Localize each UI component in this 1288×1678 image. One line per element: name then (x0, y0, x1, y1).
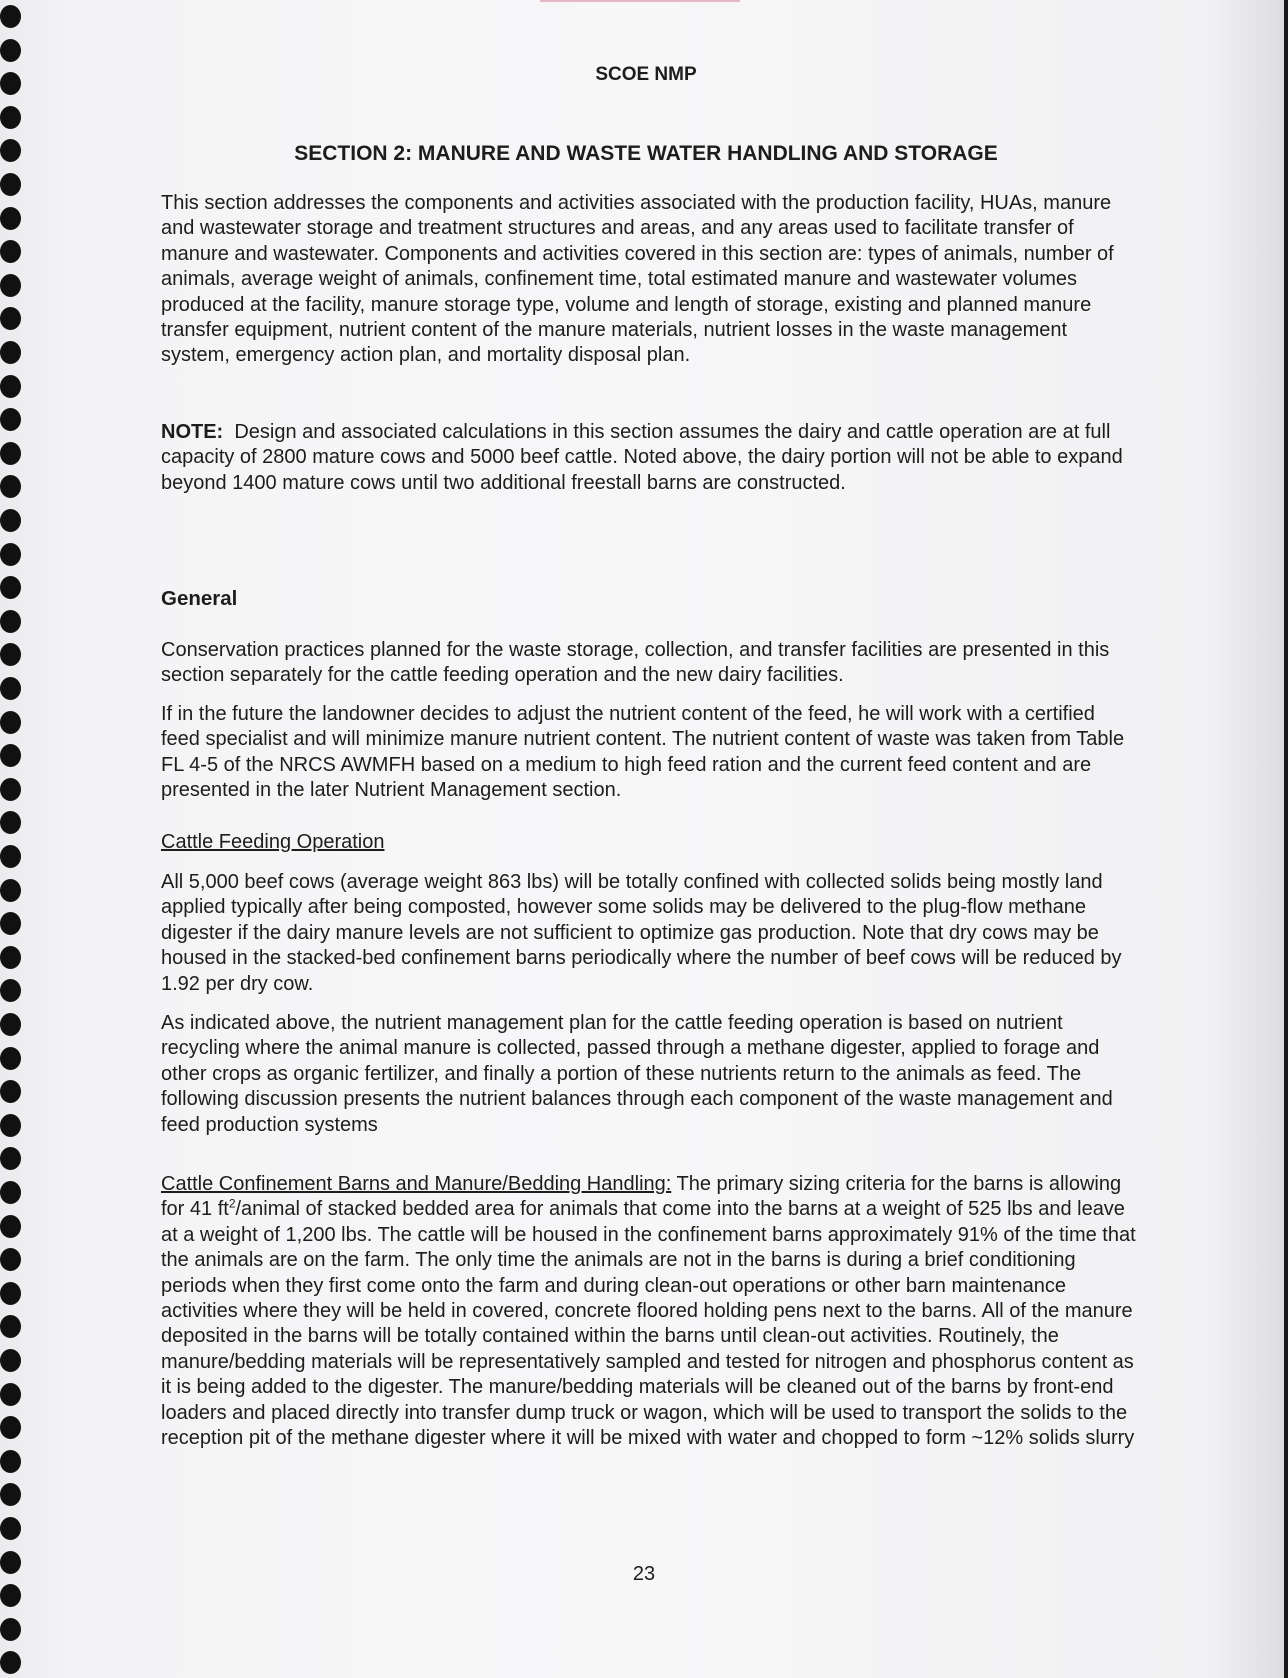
binding-hole (0, 475, 21, 498)
binding-hole (0, 240, 21, 263)
binding-hole (0, 341, 21, 364)
binding-hole (0, 1383, 21, 1406)
binding-hole (0, 1618, 21, 1641)
binding-hole (0, 879, 21, 902)
superscript-2: 2 (228, 1196, 236, 1211)
binding-hole (0, 744, 21, 767)
binding-hole (0, 576, 21, 599)
cattle-feeding-paragraph-2: As indicated above, the nutrient management plan for the cattle feeding operation is based on nutrient recycling where the animal manure is collected, passed through a methane digester, applied to forage and other crops as organic fertilizer, and finally a portion of these nutrients return to the animals as feed. The following discussion presents the nutrient balances through each component of the waste management and feed production systems (161, 1012, 1113, 1136)
binding-hole (0, 946, 21, 969)
binding-hole (0, 1114, 21, 1137)
binding-hole (0, 1080, 21, 1103)
binding-hole (0, 912, 21, 935)
binding-hole (0, 1349, 21, 1372)
binding-holes (0, 0, 26, 1678)
binding-hole (0, 5, 21, 28)
binding-hole (0, 1416, 21, 1439)
page-number: 23 (632, 1563, 656, 1585)
confinement-text-a: The primary sizing criteria for the barns is allowing for 41 ft (161, 1173, 1122, 1221)
note-paragraph (161, 420, 1136, 496)
binding-hole (0, 543, 21, 566)
binding-hole (0, 375, 21, 398)
intro-paragraph: This section addresses the components and activities associated with the production facility, HUAs, manure and wastewater storage and treatment structures and areas, and any areas used to facilitate transfer of manure and wastewater. Components and activities covered in this section are: types of animals, number of animals, average weight of animals, confinement time, total estimated manure and wastewater volumes produced at the facility, manure storage type, volume and length of storage, existing and planned manure transfer equipment, nutrient content of the manure materials, nutrient losses in the waste management system, emergency action plan, and mortality disposal plan. (161, 192, 1114, 367)
binding-hole (0, 643, 21, 666)
binding-hole (0, 811, 21, 834)
page-content (161, 64, 1136, 1450)
binding-hole (0, 845, 21, 868)
binding-hole (0, 139, 21, 162)
binding-hole (0, 72, 21, 95)
binding-hole (0, 509, 21, 532)
page-right-edge (1284, 0, 1288, 1678)
binding-hole (0, 274, 21, 297)
top-edge-mark (540, 0, 740, 2)
binding-hole (0, 1517, 21, 1540)
binding-hole (0, 39, 21, 62)
binding-hole (0, 677, 21, 700)
binding-hole (0, 1282, 21, 1305)
binding-hole (0, 1147, 21, 1170)
binding-hole (0, 1181, 21, 1204)
binding-hole (0, 1315, 21, 1338)
cattle-feeding-heading: Cattle Feeding Operation (161, 831, 385, 853)
general-heading: General (161, 587, 238, 610)
binding-hole (0, 1483, 21, 1506)
section-title: SECTION 2: MANURE AND WASTE WATER HANDLING AND STORAGE (294, 142, 998, 165)
binding-hole (0, 711, 21, 734)
binding-hole (0, 778, 21, 801)
binding-hole (0, 1215, 21, 1238)
binding-hole (0, 1248, 21, 1271)
note-text: Design and associated calculations in this section assumes the dairy and cattle operation are at full capacity of 2800 mature cows and 5000 beef cattle. Noted above, the dairy portion will not be able to expand beyond 1400 mature cows until two additional freestall barns are constructed. (161, 421, 1123, 494)
confinement-text-b: /animal of stacked bedded area for animals that come into the barns at a weight of 525 lbs and leave at a weight of 1,200 lbs. The cattle will be housed in the confinement barns approximately 91% of the time that the animals are on the farm. The only time the animals are not in the barns is during a brief conditioning periods when they first come onto the farm and during clean-out operations or other barn maintenance activities where they will be held in covered, concrete floored holding pens next to the barns. All of the manure deposited in the barns will be totally contained within the barns until clean-out activities. Routinely, the manure/bedding materials will be representatively sampled and tested for nitrogen and phosphorus content as it is being added to the digester. The manure/bedding materials will be cleaned out of the barns by front-end loaders and placed directly into transfer dump truck or wagon, which will be used to transport the solids to the reception pit of the methane digester where it will be mixed with water and chopped to form ~12% solids slurry (161, 1198, 1136, 1450)
binding-hole (0, 106, 21, 129)
binding-hole (0, 173, 21, 196)
binding-hole (0, 442, 21, 465)
page-header: SCOE NMP (595, 64, 697, 85)
binding-hole (0, 408, 21, 431)
binding-hole (0, 307, 21, 330)
binding-hole (0, 1450, 21, 1473)
binding-hole (0, 1047, 21, 1070)
general-paragraph-1: Conservation practices planned for the waste storage, collection, and transfer facilities are presented in this section separately for the cattle feeding operation and the new dairy facilities. (161, 639, 1110, 687)
binding-hole (0, 1013, 21, 1036)
binding-hole (0, 1584, 21, 1607)
confinement-heading: Cattle Confinement Barns and Manure/Bedding Handling: (161, 1173, 672, 1195)
binding-hole (0, 610, 21, 633)
cattle-feeding-paragraph-1: All 5,000 beef cows (average weight 863 lbs) will be totally confined with collected solids being mostly land applied typically after being composted, however some solids may be delivered to the plug-flow methane digester if the dairy manure levels are not sufficient to optimize gas production. Note that dry cows may be housed in the stacked-bed confinement barns periodically where the number of beef cows will be reduced by 1.92 per dry cow. (161, 871, 1122, 995)
binding-hole (0, 979, 21, 1002)
general-paragraph-2: If in the future the landowner decides to adjust the nutrient content of the feed, he will work with a certified feed specialist and will minimize manure nutrient content. The nutrient content of waste was taken from Table FL 4-5 of the NRCS AWMFH based on a medium to high feed ration and the current feed content and are presented in the later Nutrient Management section. (161, 703, 1125, 802)
binding-hole (0, 207, 21, 230)
binding-hole (0, 1651, 21, 1674)
note-label: NOTE: (161, 421, 224, 443)
confinement-paragraph (161, 1172, 1136, 1451)
